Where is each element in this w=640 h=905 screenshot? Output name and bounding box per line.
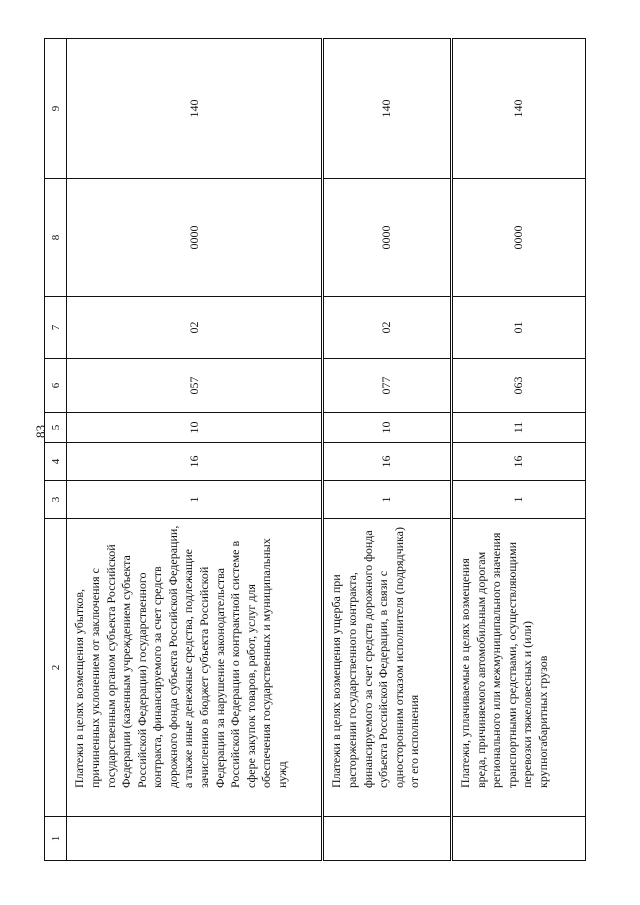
header-cell: 1 [45,817,67,861]
table-row [67,39,323,861]
header-cell: 3 [45,481,67,519]
cell: 1 [323,481,451,519]
description-cell: Платежи в целях возмещения убытков, причиненных уклонением от заключения с государственным органом субъекта Российской Федерации (казенным учреждением субъекта Российской Федерации) государственного контракта, финансируемого за счет средств дорожного фонда субъекта Российской Федерации, а также иные денежные средства, подлежащие зачислению в бюджет субъекта Российской Федерации за нарушение законодательства Российской Федерации о контрактной системе в сфере закупок товаров, работ, услуг для обеспечения государственных и муниципальных нужд [67,519,323,817]
header-cell: 8 [45,179,67,297]
header-cell: 6 [45,359,67,413]
cell: 140 [451,39,585,179]
cell [323,817,451,861]
cell: 02 [67,297,323,359]
cell: 10 [67,413,323,443]
header-cell: 2 [45,519,67,817]
cell: 0000 [323,179,451,297]
cell: 140 [67,39,323,179]
header-cell: 5 [45,413,67,443]
cell: 16 [323,443,451,481]
cell: 057 [67,359,323,413]
cell: 0000 [451,179,585,297]
cell: 063 [451,359,585,413]
cell: 1 [67,481,323,519]
cell: 077 [323,359,451,413]
budget-classification-table [44,38,586,861]
cell: 0000 [67,179,323,297]
header-cell: 4 [45,443,67,481]
header-cell: 7 [45,297,67,359]
cell: 16 [451,443,585,481]
header-cell: 9 [45,39,67,179]
page-number: 83 [33,425,48,438]
table-row [323,39,451,861]
cell [451,817,585,861]
cell: 1 [451,481,585,519]
description-cell: Платежи, уплачиваемые в целях возмещения вреда, причиняемого автомобильным дорогам регионального или межмуниципального значения транспортными средствами, осуществляющими перевозки тяжеловесных и (или) крупногабаритных грузов [451,519,585,817]
table-row [451,39,585,861]
cell: 11 [451,413,585,443]
cell: 01 [451,297,585,359]
cell: 02 [323,297,451,359]
cell [67,817,323,861]
rotated-table-container [44,39,586,861]
cell: 10 [323,413,451,443]
cell: 140 [323,39,451,179]
cell: 16 [67,443,323,481]
description-cell: Платежи в целях возмещения ущерба при расторжении государственного контракта, финансируемого за счет средств дорожного фонда субъекта Российской Федерации, в связи с односторонним отказом исполнителя (подрядчика) от его исполнения [323,519,451,817]
header-row [45,39,67,861]
